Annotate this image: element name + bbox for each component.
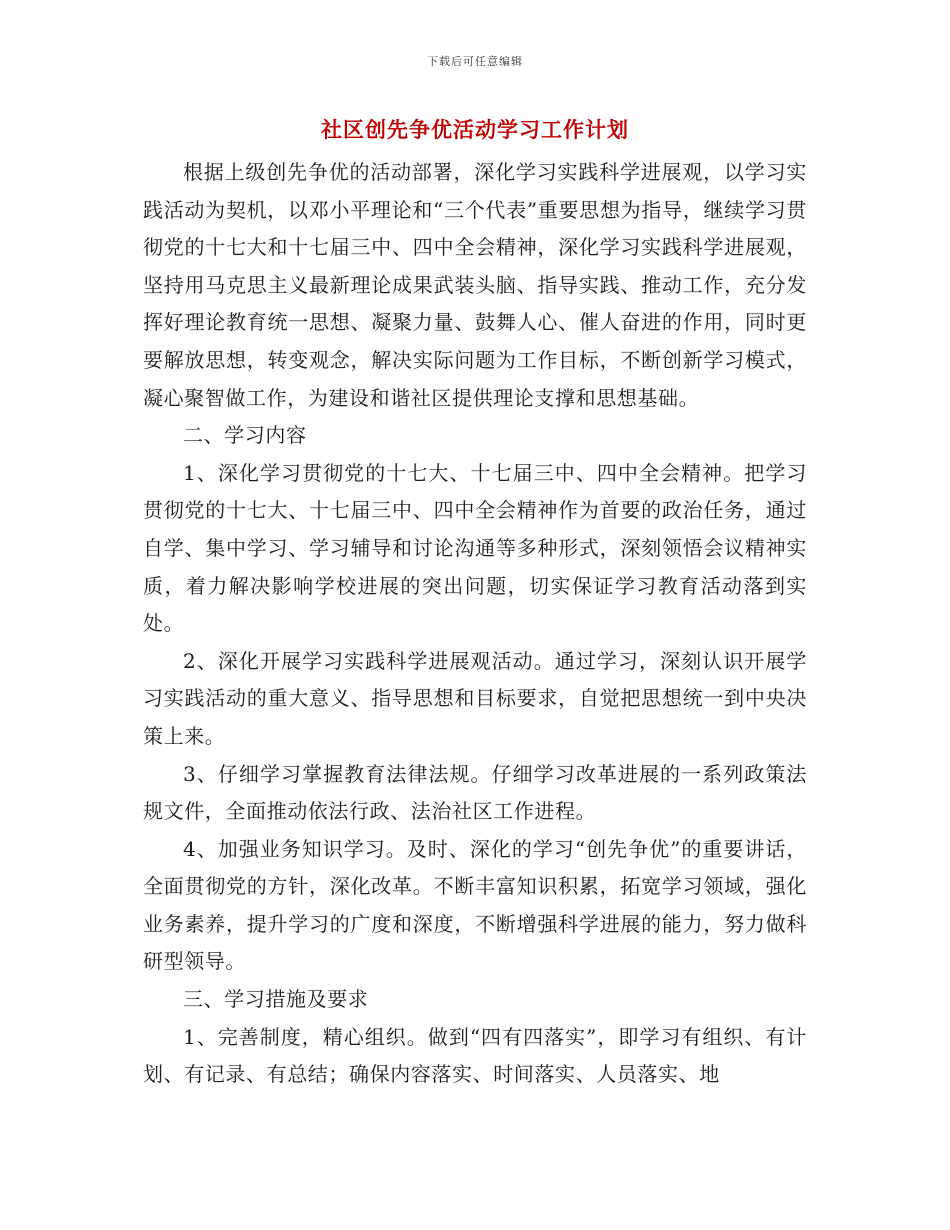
- document-body: [143, 154, 807, 1094]
- content-item-4: 4、加强业务知识学习。及时、深化的学习“创先争优”的重要讲话，全面贯彻党的方针，深化改革。不断丰富知识积累，拓宽学习领域，强化业务素养，提升学习的广度和深度，不断增强科学进展的能力，努力做科研型领导。: [143, 836, 807, 974]
- document-title: 社区创先争优活动学习工作计划: [321, 117, 629, 142]
- content-item-3: 3、仔细学习掌握教育法律法规。仔细学习改革进展的一系列政策法规文件，全面推动依法行政、法治社区工作进程。: [143, 761, 807, 824]
- content-item-1: 1、深化学习贯彻党的十七大、十七届三中、四中全会精神。把学习贯彻党的十七大、十七届三中、四中全会精神作为首要的政治任务，通过自学、集中学习、学习辅导和讨论沟通等多种形式，深刻领悟会议精神实质，着力解决影响学校进展的突出问题，切实保证学习教育活动落到实处。: [143, 460, 807, 636]
- measure-item-1: 1、完善制度，精心组织。做到“四有四落实”，即学习有组织、有计划、有记录、有总结；确保内容落实、时间落实、人员落实、地: [143, 1024, 807, 1087]
- content-item-2: 2、深化开展学习实践科学进展观活动。通过学习，深刻认识开展学习实践活动的重大意义、指导思想和目标要求，自觉把思想统一到中央决策上来。: [143, 648, 807, 748]
- section-heading-measures: 三、学习措施及要求: [183, 987, 369, 1012]
- intro-paragraph: 根据上级创先争优的活动部署，深化学习实践科学进展观，以学习实践活动为契机，以邓小平理论和“三个代表”重要思想为指导，继续学习贯彻党的十七大和十七届三中、四中全会精神，深化学习实践科学进展观，坚持用马克思主义最新理论成果武装头脑、指导实践、推动工作，充分发挥好理论教育统一思想、凝聚力量、鼓舞人心、催人奋进的作用，同时更要解放思想，转变观念，解决实际问题为工作目标，不断创新学习模式，凝心聚智做工作，为建设和谐社区提供理论支撑和思想基础。: [143, 160, 807, 410]
- header-note: 下载后可任意编辑: [427, 55, 523, 68]
- section-heading-study-content: 二、学习内容: [183, 423, 307, 448]
